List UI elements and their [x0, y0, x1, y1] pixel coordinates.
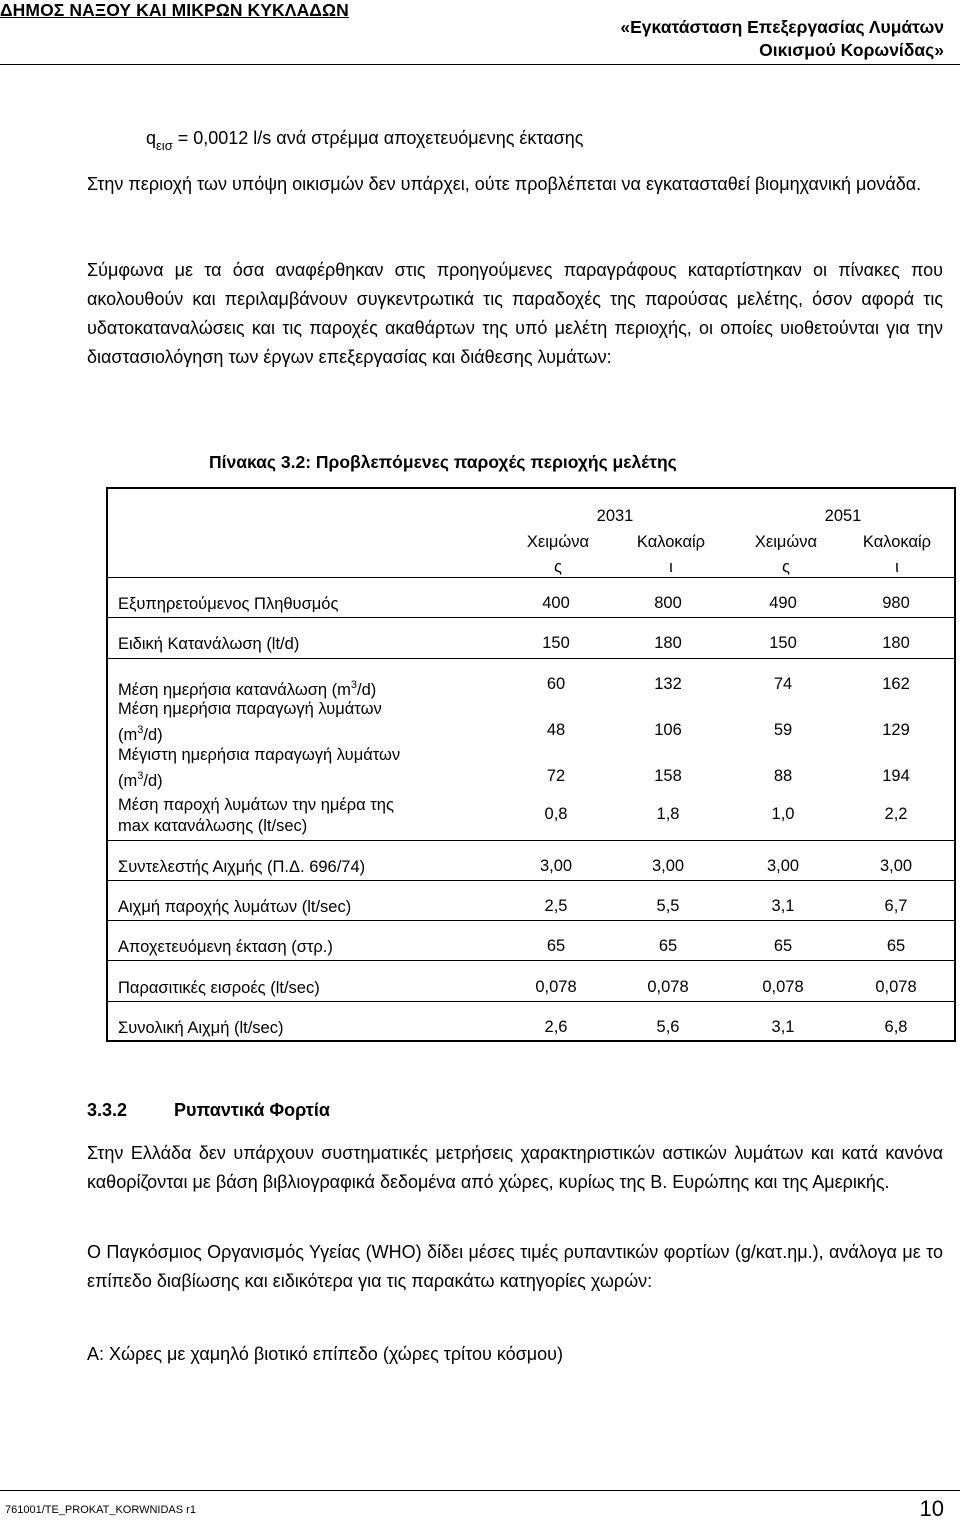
- cell-winter-2031: 65: [546, 937, 566, 955]
- cell-summer-2031: 132: [654, 675, 682, 693]
- row-label-sup: 3: [350, 679, 358, 691]
- q-formula: [146, 128, 583, 153]
- page-number: 10: [919, 1496, 944, 1521]
- header-right-title: [524, 16, 944, 62]
- cell-winter-2051: 3,1: [771, 1018, 795, 1036]
- row-separator: [106, 1001, 956, 1002]
- header-rule: [0, 64, 960, 65]
- cell-summer-2051: 2,2: [884, 805, 908, 823]
- row-separator: [106, 577, 956, 578]
- q-text: = 0,0012 l/s ανά στρέμμα αποχετευόμενης έκτασης: [172, 128, 584, 148]
- row-label-text: Μέση ημερήσια κατανάλωση (m: [118, 681, 351, 699]
- cell-summer-2031: 1,8: [656, 805, 680, 823]
- cell-winter-2051: 59: [773, 721, 793, 739]
- row-label: Αποχετευόμενη έκταση (στρ.): [118, 938, 333, 956]
- paragraph-who: Ο Παγκόσμιος Οργανισμός Υγείας (WHO) δίδει μέσες τιμές ρυπαντικών φορτίων (g/κατ.ημ.), ανάλογα με το επίπεδο διαβίωσης και ειδικότερα για τις παρακάτω κατηγορίες χωρών:: [87, 1242, 943, 1291]
- cell-winter-2031: 72: [546, 767, 566, 785]
- season-label-line1: Καλοκαίρ: [636, 533, 706, 551]
- paragraph-industry: Στην περιοχή των υπόψη οικισμών δεν υπάρχει, ούτε προβλέπεται να εγκατασταθεί βιομηχανική μονάδα.: [87, 174, 922, 194]
- row-label-line2: max κατανάλωσης (lt/sec): [118, 817, 308, 835]
- row-label-unit: /d): [143, 772, 163, 790]
- cell-winter-2031: 2,5: [544, 897, 568, 915]
- cell-summer-2031: 800: [654, 594, 682, 612]
- cell-summer-2031: 5,5: [656, 897, 680, 915]
- row-label: Εξυπηρετούμενος Πληθυσμός: [118, 595, 339, 613]
- row-separator: [106, 658, 956, 659]
- row-label: Αιχμή παροχής λυμάτων (lt/sec): [118, 898, 352, 916]
- row-separator: [106, 880, 956, 881]
- cell-summer-2031: 65: [658, 937, 678, 955]
- cell-winter-2031: 60: [546, 675, 566, 693]
- cell-winter-2051: 65: [773, 937, 793, 955]
- cell-summer-2051: 129: [882, 721, 910, 739]
- row-label-unit: /d): [143, 726, 163, 744]
- cell-summer-2031: 158: [654, 767, 682, 785]
- cell-winter-2031: 48: [546, 721, 566, 739]
- season-summer-2051: [842, 530, 952, 580]
- row-label: Συνολική Αιχμή (lt/sec): [118, 1019, 284, 1037]
- season-label-line2: ι: [669, 558, 673, 576]
- footer-rule: [0, 1490, 960, 1491]
- row-label: Ειδική Κατανάλωση (lt/d): [118, 635, 300, 653]
- cell-summer-2051: 194: [882, 767, 910, 785]
- row-label-line1: Μέγιστη ημερήσια παραγωγή λυμάτων: [118, 746, 401, 764]
- row-separator: [106, 617, 956, 618]
- cell-summer-2051: 3,00: [879, 857, 913, 875]
- row-label-line1: Μέση παροχή λυμάτων την ημέρα της: [118, 796, 394, 814]
- cell-winter-2031: 400: [542, 594, 570, 612]
- cell-summer-2051: 180: [882, 634, 910, 652]
- cell-summer-2031: 180: [654, 634, 682, 652]
- row-label-line2: [118, 720, 382, 746]
- cell-winter-2031: 3,00: [539, 857, 573, 875]
- cell-winter-2051: 150: [769, 634, 797, 652]
- cell-winter-2031: 2,6: [544, 1018, 568, 1036]
- cell-summer-2051: 162: [882, 675, 910, 693]
- header-left-title: ΔΗΜΟΣ ΝΑΞΟΥ ΚΑΙ ΜΙΚΡΩΝ ΚΥΚΛΑΔΩΝ: [0, 0, 349, 20]
- year-2051: 2051: [824, 507, 862, 525]
- cell-winter-2051: 1,0: [771, 805, 795, 823]
- cell-winter-2051: 88: [773, 767, 793, 785]
- cell-summer-2051: 6,8: [884, 1018, 908, 1036]
- row-label: Παρασιτικές εισροές (lt/sec): [118, 979, 320, 997]
- section-number: 3.3.2: [87, 1100, 128, 1120]
- cell-winter-2051: 3,1: [771, 897, 795, 915]
- section-heading: [87, 1100, 330, 1121]
- row-label-sup: 3: [137, 724, 144, 736]
- season-winter-2051: [731, 530, 841, 580]
- cell-summer-2031: 5,6: [656, 1018, 680, 1036]
- season-label-line1: Καλοκαίρ: [862, 533, 932, 551]
- row-separator: [106, 920, 956, 921]
- cell-winter-2031: 0,078: [535, 978, 577, 996]
- row-label: [118, 675, 376, 701]
- cell-summer-2051: 0,078: [875, 978, 917, 996]
- row-label: [118, 795, 394, 837]
- row-label-text: (m: [118, 772, 138, 790]
- paragraph-pollutants-greece: Στην Ελλάδα δεν υπάρχουν συστηματικές μετρήσεις χαρακτηριστικών αστικών λυμάτων και κατά κανόνα καθορίζονται με βάση βιβλιογραφικά δεδομένα από χώρες, κυρίως της Β. Ευρώπης και της Αμερικής.: [87, 1143, 943, 1192]
- row-label: [118, 745, 400, 792]
- cell-winter-2051: 490: [769, 594, 797, 612]
- row-label-text: (m: [118, 726, 138, 744]
- q-subscript: εισ: [156, 138, 173, 153]
- cell-summer-2031: 0,078: [647, 978, 689, 996]
- row-separator: [106, 960, 956, 961]
- row-label-unit: /d): [357, 681, 377, 699]
- q-symbol: q: [146, 128, 157, 148]
- cell-summer-2031: 3,00: [651, 857, 685, 875]
- season-label-line2: ς: [782, 558, 790, 576]
- paragraph-summary: Σύμφωνα με τα όσα αναφέρθηκαν στις προηγούμενες παραγράφους καταρτίστηκαν οι πίνακες που ακολουθούν και περιλαμβάνουν συγκεντρωτικά τις παραδοχές της παρούσας μελέτης, όσον αφορά τις υδατοκαταναλώσεις και τις παροχές ακαθάρτων της υπό μελέτη περιοχής, οι οποίες υιοθετούνται για την διαστασιολόγηση των έργων επεξεργασίας και διάθεσης λυμάτων:: [87, 260, 943, 367]
- header-right-line1: «Εγκατάσταση Επεξεργασίας Λυμάτων: [620, 17, 944, 37]
- season-winter-2031: [503, 530, 613, 580]
- cell-summer-2051: 65: [886, 937, 906, 955]
- season-summer-2031: [616, 530, 726, 580]
- table-caption: Πίνακας 3.2: Προβλεπόμενες παροχές περιοχής μελέτης: [209, 452, 677, 472]
- row-label: [118, 699, 382, 746]
- cell-winter-2051: 0,078: [762, 978, 804, 996]
- section-title: Ρυπαντικά Φορτία: [174, 1100, 330, 1120]
- paragraph-category-a: Α: Χώρες με χαμηλό βιοτικό επίπεδο (χώρες τρίτου κόσμου): [87, 1344, 563, 1364]
- row-label-sup: 3: [137, 770, 144, 782]
- cell-winter-2031: 150: [542, 634, 570, 652]
- year-2031: 2031: [596, 507, 634, 525]
- cell-winter-2051: 3,00: [766, 857, 800, 875]
- season-label-line1: Χειμώνα: [754, 533, 818, 551]
- season-label-line2: ς: [554, 558, 562, 576]
- cell-summer-2031: 106: [654, 721, 682, 739]
- cell-winter-2051: 74: [773, 675, 793, 693]
- row-label-line2: [118, 766, 400, 792]
- header-right-line2: Οικισμού Κορωνίδας»: [759, 40, 944, 60]
- row-separator: [106, 840, 956, 841]
- season-label-line2: ι: [895, 558, 899, 576]
- row-label: Συντελεστής Αιχμής (Π.Δ. 696/74): [118, 858, 366, 876]
- row-label-line1: Μέση ημερήσια παραγωγή λυμάτων: [118, 700, 382, 718]
- season-label-line1: Χειμώνα: [526, 533, 590, 551]
- cell-summer-2051: 6,7: [884, 897, 908, 915]
- footer-document-code: 761001/TE_PROKAT_KORWNIDAS r1: [5, 1504, 196, 1516]
- cell-winter-2031: 0,8: [544, 805, 568, 823]
- cell-summer-2051: 980: [882, 594, 910, 612]
